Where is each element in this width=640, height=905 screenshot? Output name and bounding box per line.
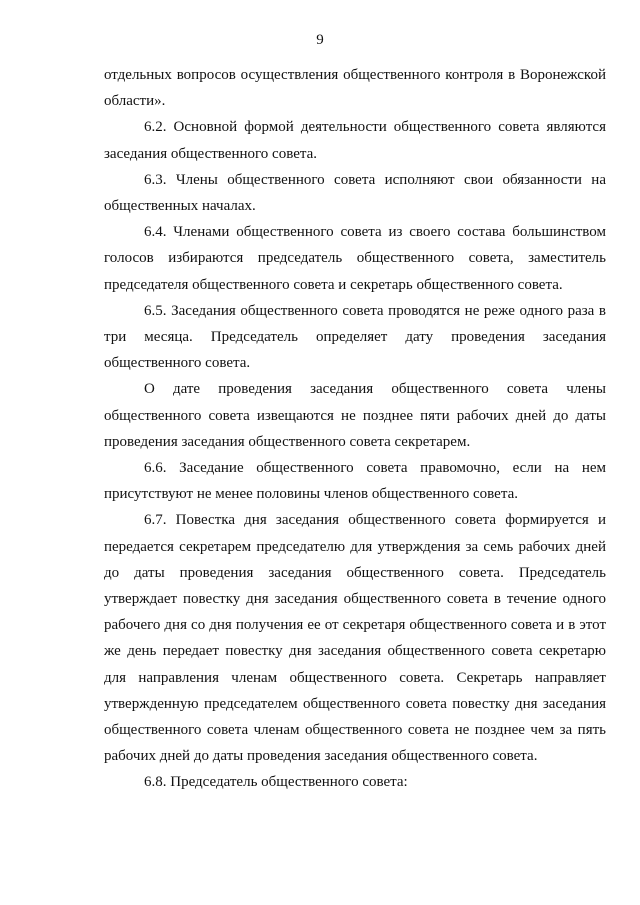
document-body [104, 62, 606, 796]
paragraph-6-5: 6.5. Заседания общественного совета проводятся не реже одного раза в три месяца. Председатель определяет дату проведения заседания общественного совета. [104, 302, 606, 372]
paragraph-6-6: 6.6. Заседание общественного совета правомочно, если на нем присутствуют не менее половины членов общественного совета. [104, 460, 606, 503]
page-number: 9 [316, 32, 324, 48]
paragraph-6-7: 6.7. Повестка дня заседания общественного совета формируется и передается секретарем председателю для утверждения за семь рабочих дней до даты проведения заседания общественного совета. Председатель утверждает повестку дня заседания общественного совета в течение одного рабочего дня со дня получения ее от секретаря общественного совета и в этот же день передает повестку дня заседания общественного совета секретарю для направления членам общественного совета. Секретарь направляет утвержденную председателем общественного совета повестку дня заседания общественного совета членам общественного совета не позднее чем за пять рабочих дней до даты проведения заседания общественного совета. [104, 512, 606, 765]
paragraph-6-4: 6.4. Членами общественного совета из своего состава большинством голосов избираются председатель общественного совета, заместитель председателя общественного совета и секретарь общественного совета. [104, 224, 606, 293]
paragraph-6-3: 6.3. Члены общественного совета исполняют свои обязанности на общественных началах. [104, 171, 606, 215]
paragraph-6-5-notice: О дате проведения заседания общественного совета члены общественного совета извещаются не позднее пяти рабочих дней до даты проведения заседания общественного совета секретарем. [104, 381, 606, 450]
paragraph-6-8: 6.8. Председатель общественного совета: [144, 774, 408, 791]
paragraph-6-2: 6.2. Основной формой деятельности общественного совета являются заседания общественного совета. [104, 119, 606, 162]
paragraph-continuation: отдельных вопросов осуществления общественного контроля в Воронежской области». [104, 67, 606, 110]
